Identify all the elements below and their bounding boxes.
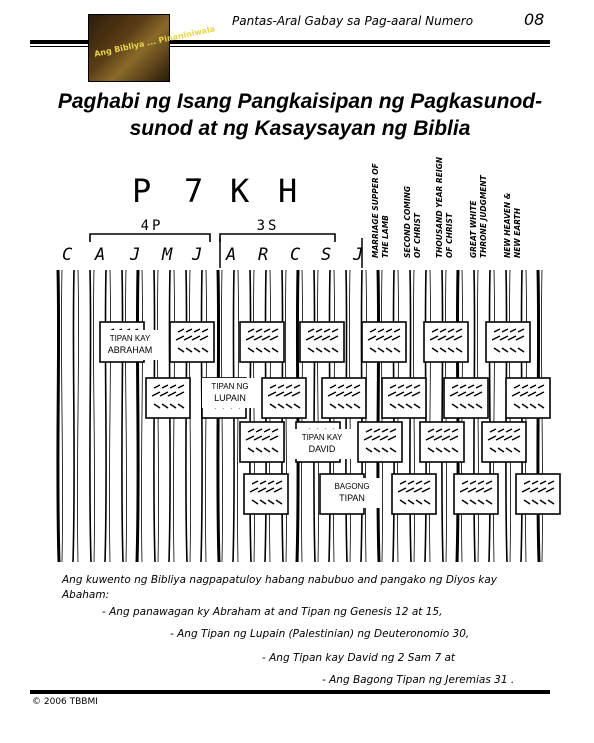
big-letter: 7 [184,172,204,210]
svg-text:OF CHRIST: OF CHRIST [445,213,454,258]
svg-text:ABRAHAM: ABRAHAM [107,345,153,355]
weave-box [358,422,402,462]
footer-rule [30,690,550,694]
weave-box [392,474,436,514]
bracket-4p-label: 4P [140,218,164,234]
column-letter: S [321,245,332,265]
weave-box [482,422,526,462]
big-letter: K [230,172,250,210]
bible-weave-diagram [40,156,560,565]
weave-box [300,322,344,362]
column-letter: J [353,245,364,265]
column-letter: J [192,245,203,265]
svg-text:TIPAN KAY: TIPAN KAY [109,334,151,343]
svg-text:SECOND COMING: SECOND COMING [403,185,412,258]
weave-box [444,378,488,418]
vertical-thread [250,270,251,562]
vertical-thread [122,270,123,562]
svg-text:TIPAN NG: TIPAN NG [211,382,249,391]
svg-text:GREAT WHITE: GREAT WHITE [469,200,478,258]
svg-text:THE LAMB: THE LAMB [381,215,390,258]
vertical-label [503,192,522,258]
copyright: © 2006 TBBMI [32,697,98,707]
vertical-thread [314,270,315,562]
covenant-label [202,378,260,408]
vertical-label [469,174,488,258]
vertical-thread [105,270,106,562]
column-letter: C [62,245,73,265]
weave-box [240,422,284,462]
covenant-label [294,429,352,459]
weave-box [506,378,550,418]
weave-box [244,474,288,514]
weave-box [424,322,468,362]
weave-box [362,322,406,362]
column-letter: J [130,245,141,265]
big-letter: P [132,172,152,210]
bullet-lupain: - Ang Tipan ng Lupain (Palestinian) ng Deuteronomio 30, [170,628,470,640]
big-letters [132,172,297,210]
vertical-thread [137,270,138,562]
vertical-label [403,186,422,258]
column-letter: C [290,245,301,265]
svg-text:LUPAIN: LUPAIN [214,393,246,403]
svg-text:NEW EARTH: NEW EARTH [513,207,522,258]
bracket-4p [90,218,210,242]
vertical-thread [73,270,74,562]
vertical-thread [442,270,443,562]
svg-text:TIPAN KAY: TIPAN KAY [301,433,343,442]
vertical-thread [58,270,59,562]
book-logo-image [88,14,216,82]
svg-text:NEW HEAVEN &: NEW HEAVEN & [503,192,512,258]
weave-box [486,322,530,362]
svg-text:TIPAN: TIPAN [339,493,365,503]
running-title: Pantas-Aral Gabay sa Pag-aaral Numero [232,14,474,28]
vertical-labels [371,156,522,258]
vertical-label [371,162,390,258]
weave-box [454,474,498,514]
weave-box [420,422,464,462]
bullet-bagong-tipan: - Ang Bagong Tipan ng Jeremias 31 . [322,674,515,686]
column-letter: A [226,245,237,265]
weave-box [516,474,560,514]
bullet-abraham: - Ang panawagan ky Abraham at and Tipan ng Genesis 12 at 15, [102,606,443,618]
svg-text:BAGONG: BAGONG [334,482,370,491]
vertical-label [435,156,454,258]
svg-text:DAVID: DAVID [308,444,336,454]
weave-box [170,322,214,362]
svg-text:MARRIAGE SUPPER OF: MARRIAGE SUPPER OF [371,163,380,258]
weave-box [146,378,190,418]
weave-box [262,378,306,418]
bullet-david: - Ang Tipan kay David ng 2 Sam 7 at [262,652,456,664]
logo-text: Ang Bibliya ... Pinaniniwala [93,24,216,59]
svg-text:THOUSAND YEAR REIGN: THOUSAND YEAR REIGN [435,156,444,258]
column-letters [62,238,363,268]
bracket-3s-label: 3S [256,218,280,234]
vertical-thread [378,270,379,562]
weave-box [240,322,284,362]
covenant-label [102,330,160,360]
page-title: Paghabi ng Isang Pangkaisipan ng Pagkasunod-sunod at ng Kasaysayan ng Biblia [57,90,543,140]
svg-text:OF CHRIST: OF CHRIST [413,213,422,258]
vertical-thread [90,270,91,562]
weave-box [382,378,426,418]
weave-box [322,378,366,418]
page-number: 08 [524,10,545,29]
column-letter: A [95,245,106,265]
vertical-thread [489,270,490,562]
svg-text:THRONE JUDGMENT: THRONE JUDGMENT [479,175,488,258]
bracket-3s [220,218,335,242]
caption-text: Ang kuwento ng Bibliya nagpapatuloy habang nabubuo and pangako ng Diyos kay Abaham: [62,574,497,601]
column-letter: M [162,245,173,265]
big-letter: H [278,172,298,210]
column-letter: R [258,245,269,265]
covenant-label [324,478,382,508]
